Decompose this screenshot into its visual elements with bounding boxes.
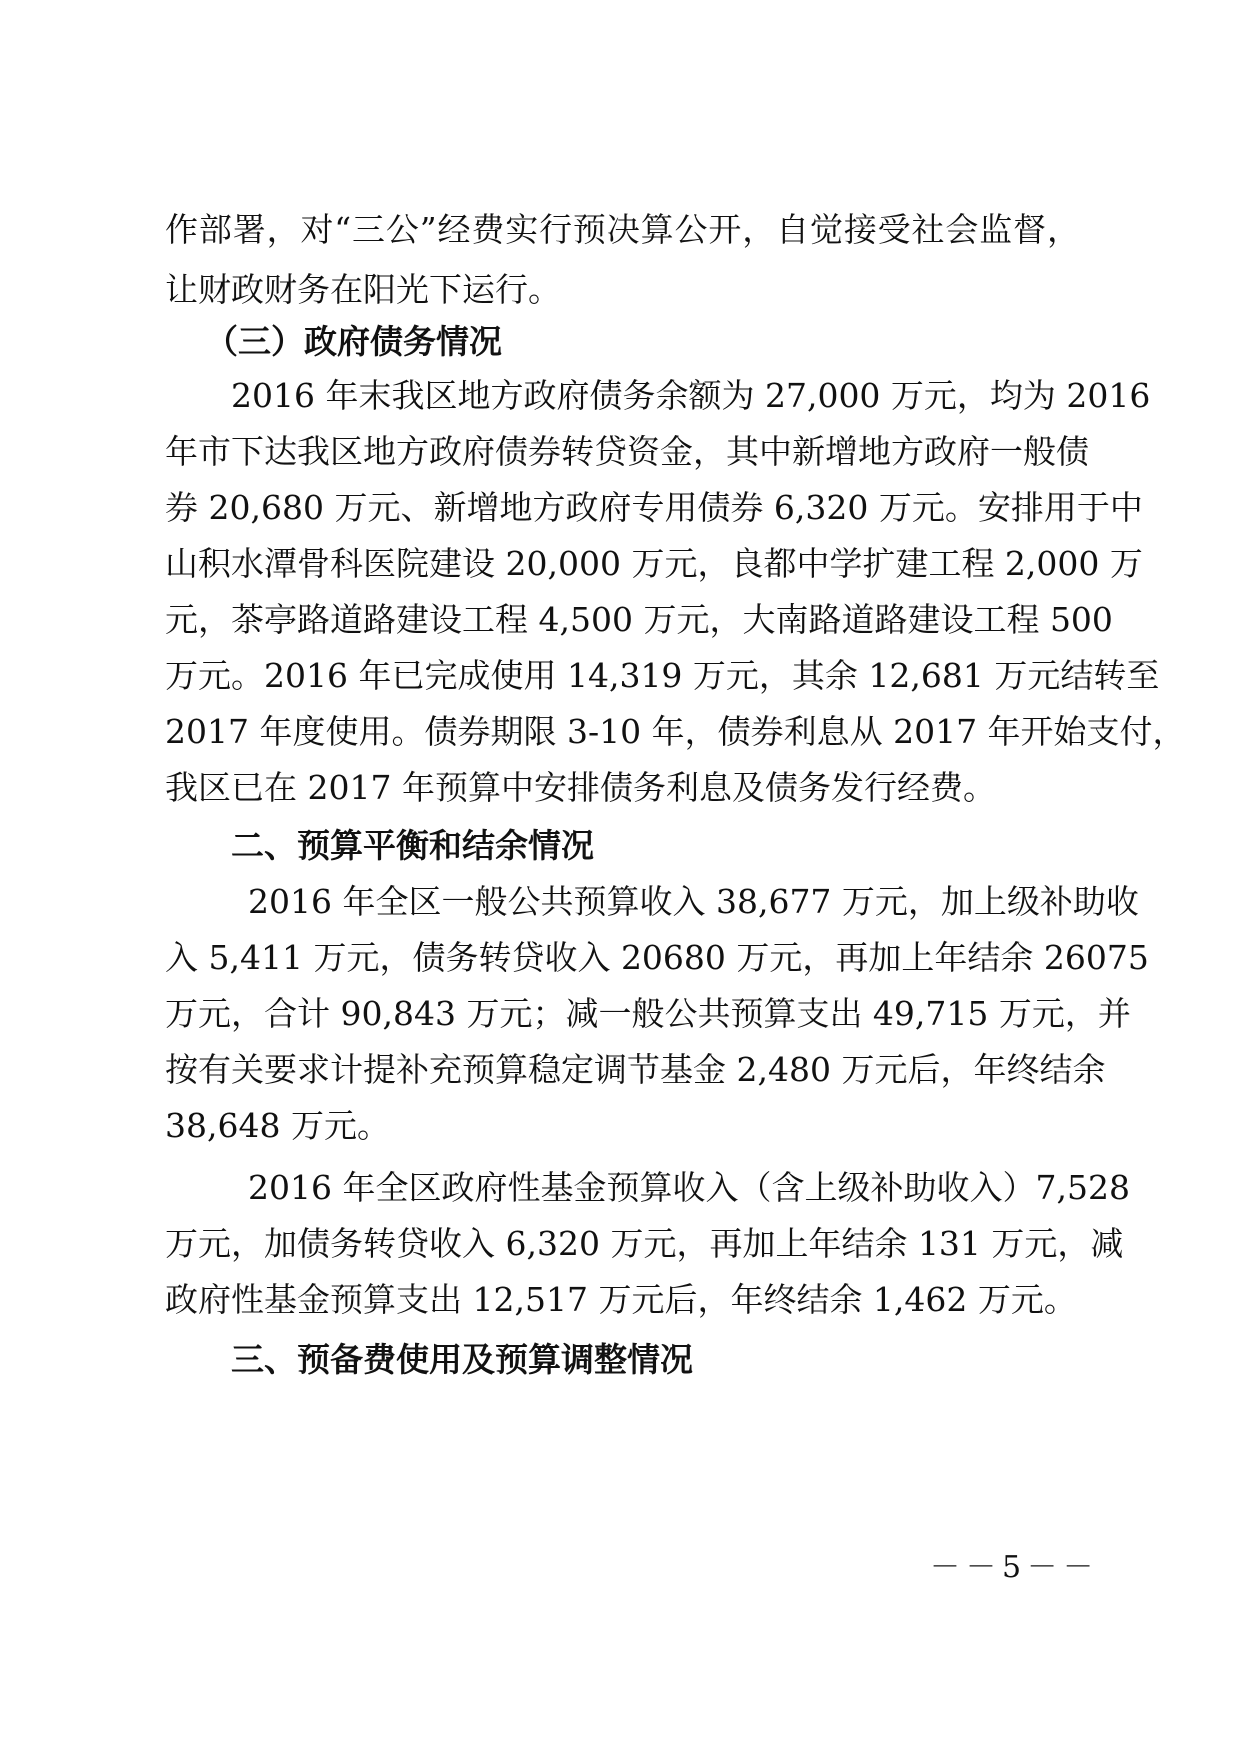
debt-line-2: 年市下达我区地方政府债券转贷资金，其中新增地方政府一般债	[165, 432, 1089, 471]
debt-line-8: 我区已在 2017 年预算中安排债务利息及债务发行经费。	[165, 768, 996, 807]
debt-line-3: 券 20,680 万元、新增地方政府专用债券 6,320 万元。安排用于中	[165, 488, 1143, 527]
balance-p1-line-2: 入 5,411 万元，债务转贷收入 20680 万元，再加上年结余 26075	[165, 938, 1149, 977]
debt-line-5: 元，茶亭路道路建设工程 4,500 万元，大南路道路建设工程 500	[165, 600, 1113, 639]
debt-line-1: 2016 年末我区地方政府债务余额为 27,000 万元，均为 2016	[231, 376, 1151, 415]
page-number: －－5－－	[930, 1550, 1100, 1585]
balance-p2-line-1: 2016 年全区政府性基金预算收入（含上级补助收入）7,528	[248, 1168, 1130, 1207]
section-heading-reserve: 三、预备费使用及预算调整情况	[231, 1340, 693, 1379]
balance-p2-line-2: 万元，加债务转贷收入 6,320 万元，再加上年结余 131 万元，减	[165, 1224, 1124, 1263]
section-heading-debt: （三）政府债务情况	[205, 322, 502, 361]
continuation-line-1: 作部署，对“三公”经费实行预决算公开，自觉接受社会监督，	[165, 210, 1080, 249]
section-heading-balance: 二、预算平衡和结余情况	[231, 826, 594, 865]
balance-p1-line-3: 万元，合计 90,843 万元；减一般公共预算支出 49,715 万元，并	[165, 994, 1131, 1033]
balance-p2-line-3: 政府性基金预算支出 12,517 万元后，年终结余 1,462 万元。	[165, 1280, 1077, 1319]
debt-line-4: 山积水潭骨科医院建设 20,000 万元，良都中学扩建工程 2,000 万	[165, 544, 1143, 583]
debt-line-7: 2017 年度使用。债券期限 3-10 年，债券利息从 2017 年开始支付，	[165, 712, 1186, 751]
balance-p1-line-4: 按有关要求计提补充预算稳定调节基金 2,480 万元后，年终结余	[165, 1050, 1106, 1089]
balance-p1-line-5: 38,648 万元。	[165, 1106, 390, 1145]
balance-p1-line-1: 2016 年全区一般公共预算收入 38,677 万元，加上级补助收	[248, 882, 1139, 921]
continuation-line-2: 让财政财务在阳光下运行。	[165, 270, 561, 309]
debt-line-6: 万元。2016 年已完成使用 14,319 万元，其余 12,681 万元结转至	[165, 656, 1160, 695]
